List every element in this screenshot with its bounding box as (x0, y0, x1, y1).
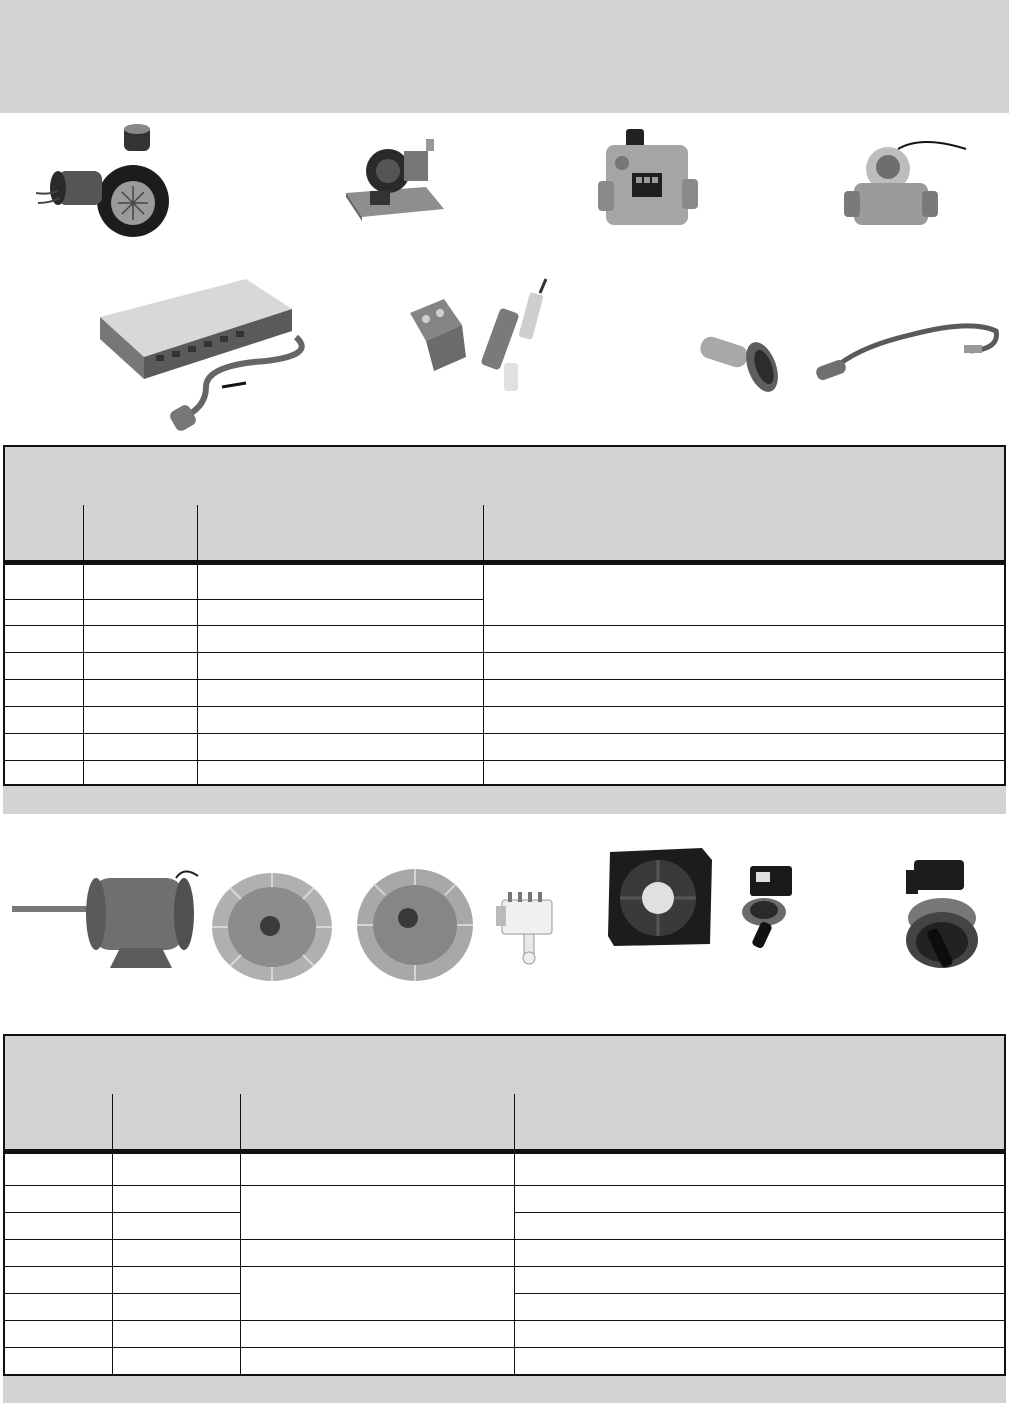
table-cell (5, 1293, 112, 1320)
table-2 (5, 1094, 1004, 1374)
table-cell (240, 1266, 514, 1320)
table-cell (83, 706, 197, 733)
table-cell (5, 1212, 112, 1239)
blower-motor-icon (8, 864, 204, 974)
table-1-header-col-4 (483, 505, 1004, 562)
table-cell (5, 1151, 112, 1185)
table-row (5, 1320, 1004, 1347)
table-1 (5, 505, 1004, 787)
table-cell (83, 760, 197, 787)
table-row (5, 706, 1004, 733)
table-cell (197, 599, 483, 625)
table-row (5, 1185, 1004, 1212)
table-cell (514, 1266, 1004, 1293)
pilot-burner-assembly-icon (404, 271, 554, 397)
table-cell (5, 652, 83, 679)
parts-table-1 (3, 445, 1006, 786)
table-cell (240, 1151, 514, 1185)
combination-gas-valve-icon (592, 127, 702, 239)
table-cell (5, 1185, 112, 1212)
blower-wheel-a-icon (208, 870, 336, 984)
table-cell (5, 562, 83, 599)
table-cell (514, 1151, 1004, 1185)
table-cell (5, 1239, 112, 1266)
table-cell (197, 760, 483, 787)
table-cell (197, 733, 483, 760)
table-1-header-col-1 (5, 505, 83, 562)
table-cell (5, 1320, 112, 1347)
table-cell (514, 1212, 1004, 1239)
selector-switch-large-icon (896, 856, 986, 980)
table-cell (5, 733, 83, 760)
lower-photo-strip (0, 814, 1009, 1034)
table-1-header-col-2 (83, 505, 197, 562)
table-cell (483, 706, 1004, 733)
table-cell (83, 652, 197, 679)
table-cell (112, 1185, 240, 1212)
table-2-header-col-2 (112, 1094, 240, 1151)
table-cell (240, 1347, 514, 1374)
table-1-title-band (5, 447, 1004, 505)
table-row (5, 733, 1004, 760)
table-cell (5, 625, 83, 652)
table-row (5, 1266, 1004, 1293)
upper-photo-strip (0, 113, 1009, 445)
door-switch-icon (494, 886, 564, 966)
blower-wheel-b-icon (352, 866, 478, 984)
table-cell (83, 625, 197, 652)
table-row (5, 1347, 1004, 1374)
ignition-cable-icon (810, 309, 1000, 387)
table-cell (83, 599, 197, 625)
table-cell (483, 625, 1004, 652)
table-cell (5, 706, 83, 733)
table-cell (83, 562, 197, 599)
table-cell (514, 1185, 1004, 1212)
table-1-footer-band (3, 786, 1006, 814)
table-cell (5, 599, 83, 625)
table-cell (197, 706, 483, 733)
limit-switch-icon (340, 135, 450, 225)
table-cell (197, 652, 483, 679)
table-cell (197, 679, 483, 706)
gas-solenoid-valve-icon (842, 135, 972, 239)
table-cell (240, 1239, 514, 1266)
table-cell (197, 625, 483, 652)
cooling-fan-icon (606, 846, 714, 948)
table-1-header-col-3 (197, 505, 483, 562)
table-row (5, 652, 1004, 679)
pilot-orifice-hood-icon (692, 323, 784, 395)
table-cell (240, 1320, 514, 1347)
table-2-header-col-1 (5, 1094, 112, 1151)
table-row (5, 1239, 1004, 1266)
table-cell (514, 1239, 1004, 1266)
table-cell (5, 679, 83, 706)
table-cell (112, 1347, 240, 1374)
table-cell (112, 1266, 240, 1293)
table-2-footer-band (3, 1376, 1006, 1403)
page-header-band (0, 0, 1009, 113)
table-cell (83, 679, 197, 706)
table-row (5, 679, 1004, 706)
table-cell (5, 760, 83, 787)
table-2-title-band (5, 1036, 1004, 1094)
table-cell (112, 1293, 240, 1320)
table-cell (112, 1320, 240, 1347)
table-2-header-col-4 (514, 1094, 1004, 1151)
draft-inducer-blower-icon (28, 123, 198, 238)
table-row (5, 562, 1004, 599)
table-row (5, 760, 1004, 787)
table-row (5, 1151, 1004, 1185)
table-cell (483, 652, 1004, 679)
table-row (5, 625, 1004, 652)
ignition-control-module-icon (96, 265, 316, 431)
table-cell (483, 562, 1004, 625)
table-cell (240, 1185, 514, 1239)
table-cell (5, 1347, 112, 1374)
table-cell (83, 733, 197, 760)
table-cell (112, 1151, 240, 1185)
table-cell (197, 562, 483, 599)
parts-table-2 (3, 1034, 1006, 1376)
table-cell (483, 733, 1004, 760)
table-cell (5, 1266, 112, 1293)
table-cell (483, 760, 1004, 787)
table-cell (514, 1293, 1004, 1320)
table-cell (112, 1239, 240, 1266)
selector-switch-small-icon (736, 864, 802, 954)
table-cell (112, 1212, 240, 1239)
table-cell (514, 1320, 1004, 1347)
table-cell (483, 679, 1004, 706)
table-cell (514, 1347, 1004, 1374)
table-2-header-col-3 (240, 1094, 514, 1151)
